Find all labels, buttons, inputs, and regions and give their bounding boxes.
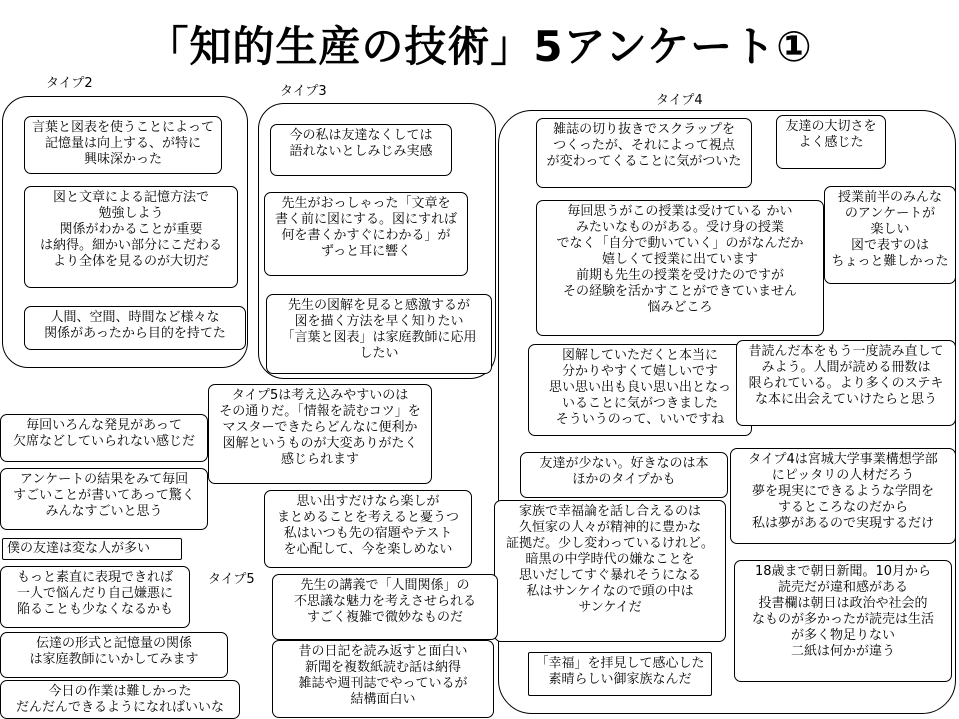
note-type4-miyagi: タイプ4は宮城大学事業構想学部 にピッタリの人材だろう 夢を現実にできるような学問を するところなのだから 私は夢があるので実現するだけ [730, 448, 956, 544]
note-type4-family-impressed: 「幸福」を拝見して感心した 素晴らしい御家族なんだ [528, 652, 712, 696]
note-memory-tutoring: 伝達の形式と記憶量の関係 は家庭教師にいかしてみます [0, 632, 228, 678]
note-type5-thinking: タイプ5は考え込みやすいのは その通りだ。「情報を読むコツ」を マスターできたらどんなに便利か 図解というものが大変ありがたく 感じられます [208, 384, 432, 484]
note-human-relations: 先生の講義で「人間関係」の 不思議な魅力を考えさせられる すごく複雑で微妙なものだ [272, 574, 498, 640]
note-express-honestly: もっと素直に表現できれば 一人で悩んだり自己嫌悪に 陥ることも少なくなるかも [0, 566, 190, 628]
note-old-diaries: 昔の日記を読み返すと面白い 新聞を複数紙読む話は納得 雑誌や週刊誌でやっているが 結構面白い [272, 640, 494, 718]
type2-label: タイプ2 [46, 76, 93, 91]
note-type3-draw-first: 先生がおっしゃった「文章を 書く前に図にする。図にすれば 何を書くかすぐにわかる」が ずっと耳に響く [264, 192, 468, 276]
note-type4-scrapbook: 雑誌の切り抜きでスクラップを つくったが、それによって視点 が変わってくることに気がついた [536, 118, 752, 188]
note-survey-results: アンケートの結果をみて毎回 すごいことが書いてあって驚く みんなすごいと思う [0, 468, 208, 530]
type3-label: タイプ3 [280, 84, 327, 99]
note-type4-family-happiness: 家族で幸福論を話し合えるのは 久恒家の人々が精神的に豊かな 証拠だ。少し変わっているけれど。 暗黒の中学時代の嫌なことを 思いだしてすぐ暴れそうになる 私はサンケイなので頭の中は サンケイだ [494, 500, 726, 642]
page-title: 「知的生産の技術」5アンケート① [146, 22, 813, 71]
note-type2-relationships: 人間、空間、時間など様々な 関係があったから目的を持てた [24, 306, 246, 350]
note-strange-friends: 僕の友達は変な人が多い [2, 538, 182, 560]
note-type2-words-figures: 言葉と図表を使うことによって 記憶量は向上する、が特に 興味深かった [24, 116, 222, 174]
note-difficult-work: 今日の作業は難しかった だんだんできるようになればいいな [0, 680, 240, 719]
note-type4-survey-fun: 授業前半のみんな のアンケートが 楽しい 図で表すのは ちょっと難しかった [824, 186, 956, 284]
note-type4-friendship: 友達の大切さを よく感じた [776, 115, 886, 169]
note-type3-friends: 今の私は友達なくしては 語れないとしみじみ実感 [270, 124, 452, 176]
note-type4-diagram-thanks: 図解していただくと本当に 分かりやすくて嬉しいです 思い思い出も良い思い出となっ いることに気がつきました そういうのって、いいですね [528, 344, 752, 436]
note-type4-newspapers: 18歳まで朝日新聞。10月から 読売だが違和感がある 投書欄は朝日は政治や社会的 なものが多かったが読売は生活 が多く物足りない 二紙は何かが違う [734, 560, 952, 682]
note-discoveries: 毎回いろんな発見があって 欠席などしていられない感じだ [0, 414, 208, 462]
note-type3-diagram-method: 先生の図解を見ると感激するが 図を描く方法を早く知りたい 「言葉と図表」は家庭教師に応用 したい [266, 294, 492, 374]
note-type4-few-friends: 友達が少ない。好きなのは本 ほかのタイプかも [520, 452, 728, 498]
note-melancholy: 思い出すだけなら楽しが まとめることを考えると憂うつ 私はいつも先の宿題やテスト を心配して、今を楽しめない [264, 490, 472, 568]
note-type4-worth-taking: 毎回思うがこの授業は受けている かい みたいなものがある。受け身の授業 でなく「自分で動いていく」のがなんだか 嬉しくて授業に出ています 前期も先生の授業を受けたのですが その経験を活かすことができていません 悩みどころ [536, 200, 824, 336]
note-type4-reread-books: 昔読んだ本をもう一度読み直して みよう。人間が読める冊数は 限られている。より多くのステキ な本に出会えていけたらと思う [736, 340, 956, 426]
note-type2-memory-method: 図と文章による記憶方法で 勉強しよう 関係がわかることが重要 は納得。細かい部分にこだわる より全体を見るのが大切だ [24, 186, 238, 288]
type4-label: タイプ4 [656, 93, 703, 108]
type5-label: タイプ5 [208, 572, 255, 587]
